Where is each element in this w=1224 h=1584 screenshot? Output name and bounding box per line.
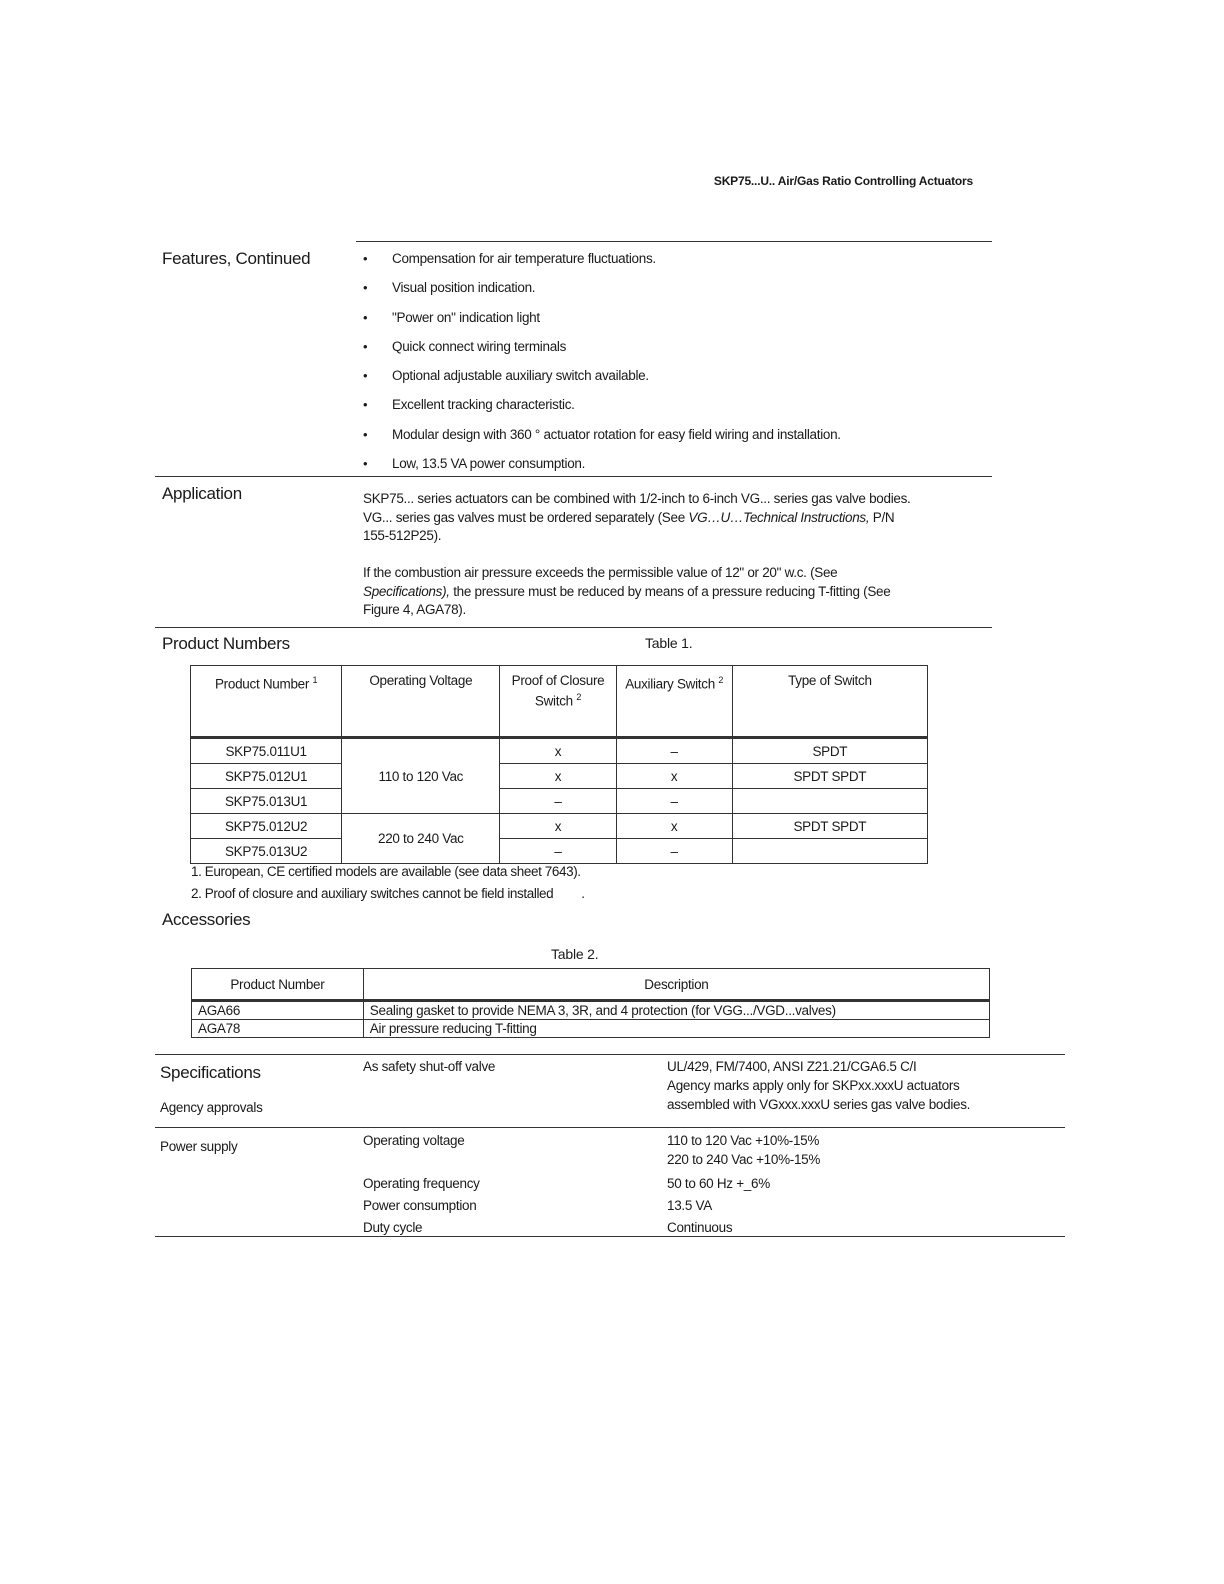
agency-value: UL/429, FM/7400, ANSI Z21.21/CGA6.5 C/I Agency marks apply only for SKPxx.xxxU actuators assembled with VGxxx.xxxU series gas valve bodies.	[667, 1059, 971, 1112]
power-supply-label: Power supply	[160, 1139, 238, 1154]
list-item: • "Power on" indication light	[358, 307, 998, 336]
bullet-icon: •	[363, 456, 368, 472]
product-numbers-table	[190, 665, 928, 864]
agency-item-label: As safety shut-off valve	[363, 1059, 496, 1074]
aux-cell: x	[616, 814, 732, 839]
bullet-icon: •	[363, 280, 368, 296]
table-row	[191, 738, 928, 764]
accessories-table	[191, 968, 990, 1038]
operating-frequency-label: Operating frequency	[363, 1176, 480, 1191]
description-cell: Sealing gasket to provide NEMA 3, 3R, and 4 protection (for VGG.../VGD...valves)	[363, 1001, 989, 1020]
list-item: • Visual position indication.	[358, 277, 998, 306]
type-cell: SPDT	[732, 738, 927, 764]
aux-cell: x	[616, 764, 732, 789]
section-divider	[155, 1054, 1065, 1055]
product-cell: SKP75.012U1	[191, 764, 342, 789]
voltage-cell: 110 to 120 Vac	[342, 738, 500, 814]
aux-cell: –	[616, 738, 732, 764]
product-cell: SKP75.012U2	[191, 814, 342, 839]
application-paragraph-2: If the combustion air pressure exceeds the permissible value of 12" or 20" w.c. (See Specifications), the pressure must be reduced by means of a pressure reducing T-fitting (See Figure 4, AGA78).	[363, 565, 891, 617]
header-type-of-switch: Type of Switch	[732, 666, 927, 738]
type-cell	[732, 839, 927, 864]
features-list	[358, 248, 998, 482]
type-cell	[732, 789, 927, 814]
application-paragraph-1: SKP75... series actuators can be combined with 1/2-inch to 6-inch VG... series gas valve bodies. VG... series gas valves must be ordered separately (See VG…U…Technical Instructions, P/N 155-512P25).	[363, 491, 911, 543]
list-item: • Compensation for air temperature fluctuations.	[358, 248, 998, 277]
header-operating-voltage: Operating Voltage	[342, 666, 500, 738]
voltage-cell: 220 to 240 Vac	[342, 814, 500, 864]
power-consumption-label: Power consumption	[363, 1198, 477, 1213]
table-row	[191, 839, 928, 864]
bullet-icon: •	[363, 338, 368, 354]
table-1-caption: Table 1.	[645, 635, 693, 651]
table-2-caption: Table 2.	[551, 946, 599, 962]
list-item: • Excellent tracking characteristic.	[358, 394, 998, 423]
list-item: • Low, 13.5 VA power consumption.	[358, 453, 998, 482]
header-product-number: Product Number	[192, 969, 364, 1001]
features-title: Features, Continued	[162, 249, 311, 268]
aux-cell: –	[616, 789, 732, 814]
bullet-icon: •	[363, 397, 368, 413]
list-item: • Modular design with 360 ° actuator rotation for easy field wiring and installation.	[358, 424, 998, 453]
header-description: Description	[363, 969, 989, 1001]
product-cell: AGA66	[192, 1001, 364, 1020]
footnote-2: 2. Proof of closure and auxiliary switches cannot be field installed .	[191, 886, 585, 901]
proof-cell: x	[500, 764, 616, 789]
list-item: • Quick connect wiring terminals	[358, 336, 998, 365]
table-header-row	[192, 969, 990, 1001]
section-divider	[155, 476, 992, 477]
bullet-icon: •	[363, 368, 368, 384]
proof-cell: x	[500, 738, 616, 764]
header-product-number: Product Number $^1$	[191, 666, 342, 738]
table-header-row	[191, 666, 928, 738]
page-header: SKP75...U.. Air/Gas Ratio Controlling Actuators	[713, 174, 973, 188]
section-divider	[356, 241, 992, 242]
operating-frequency-value: 50 to 60 Hz +_6%	[667, 1176, 770, 1191]
operating-voltage-label: Operating voltage	[363, 1133, 465, 1148]
table-row	[191, 814, 928, 839]
product-numbers-title: Product Numbers	[162, 634, 290, 653]
section-divider	[155, 627, 992, 628]
operating-voltage-value: 110 to 120 Vac +10%-15% 220 to 240 Vac +10%-15%	[667, 1133, 821, 1167]
header-proof-of-closure: Proof of Closure Switch $^2$	[500, 666, 616, 738]
product-cell: SKP75.013U1	[191, 789, 342, 814]
proof-cell: –	[500, 839, 616, 864]
description-cell: Air pressure reducing T-fitting	[363, 1020, 989, 1038]
section-divider	[155, 1236, 1065, 1237]
list-item: • Optional adjustable auxiliary switch available.	[358, 365, 998, 394]
bullet-icon: •	[363, 309, 368, 325]
accessories-title: Accessories	[162, 910, 251, 929]
duty-cycle-label: Duty cycle	[363, 1220, 423, 1235]
table-row	[192, 1001, 990, 1020]
specifications-title: Specifications	[160, 1063, 261, 1082]
type-cell: SPDT SPDT	[732, 764, 927, 789]
power-consumption-value: 13.5 VA	[667, 1198, 712, 1213]
product-cell: SKP75.011U1	[191, 738, 342, 764]
application-title: Application	[162, 484, 242, 503]
proof-cell: x	[500, 814, 616, 839]
type-cell: SPDT SPDT	[732, 814, 927, 839]
proof-cell: –	[500, 789, 616, 814]
footnote-1: 1. European, CE certified models are available (see data sheet 7643).	[191, 864, 581, 879]
product-cell: SKP75.013U2	[191, 839, 342, 864]
bullet-icon: •	[363, 251, 368, 266]
aux-cell: –	[616, 839, 732, 864]
table-row	[192, 1020, 990, 1038]
duty-cycle-value: Continuous	[667, 1220, 733, 1235]
product-cell: AGA78	[192, 1020, 364, 1038]
table-row	[191, 764, 928, 789]
agency-approvals-label: Agency approvals	[160, 1100, 263, 1115]
bullet-icon: •	[363, 426, 368, 442]
table-row	[191, 789, 928, 814]
section-divider	[155, 1127, 1065, 1128]
header-auxiliary-switch: Auxiliary Switch $^2$	[616, 666, 732, 738]
